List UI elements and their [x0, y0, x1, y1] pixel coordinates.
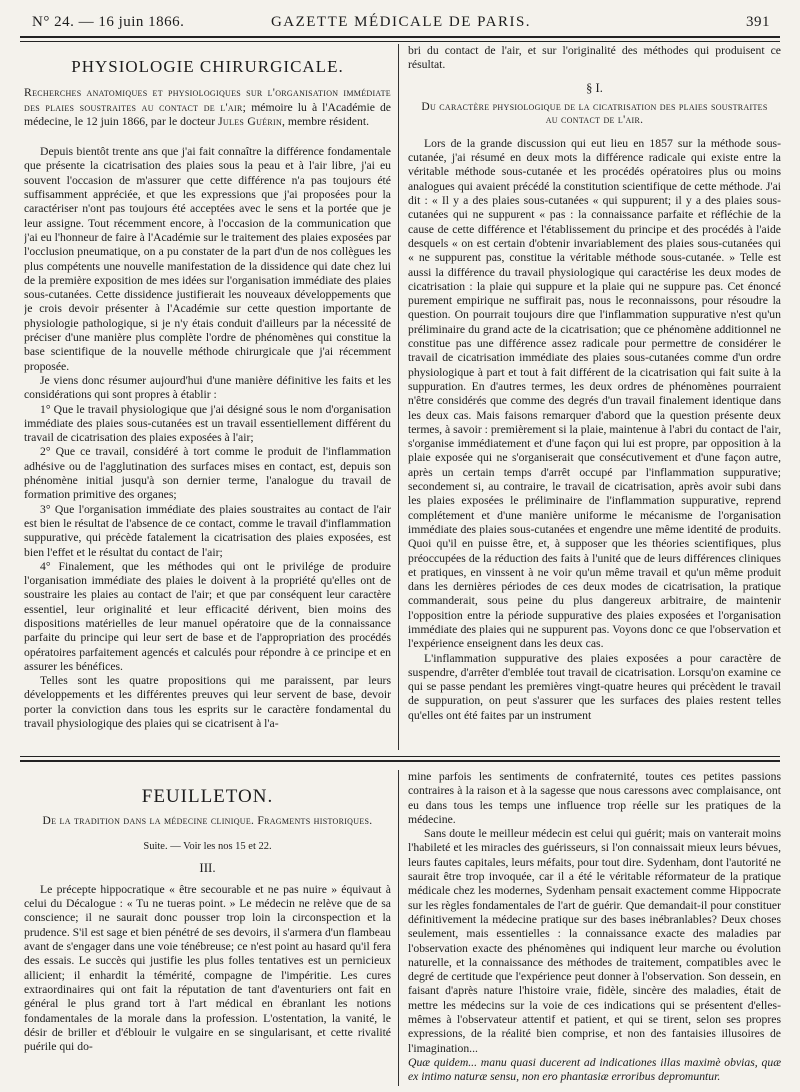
feuilleton-paragraph: Le précepte hippocratique « être secourable et ne pas nuire » équivaut à celui du Décalogue : « Tu ne tueras point. » Le médecin ne relève que de sa conscience; il ne saurait donc pousser trop loin la circonspection et la prudence. S'il est sage et bien pénétré de ses devoirs, il s'armera d'un flambeau avant de s'engager dans une voie ténébreuse; ce n'est point au hasard qu'il fera des essais. Le succès qui justifie les plus folles tentatives est un pernicieux allicient; il enhardit la témérité, compagne de l'impéritie. Les cures extraordinaires qui ont fait la réputation de tant d'aventuriers ont fait en général le plus grand tort à l'art médical en ébranlant les notions fondamentales de la morale dans la profession. L'ostentation, la vanité, le désir de briller et d'éblouir le vulgaire en se singularisant, et cette rivalité puérile qui do- — [24, 882, 391, 1054]
article-heading-detail: mémoire lu à l'Académie de médecine, le 12 juin 1866, par le docteur — [24, 100, 391, 128]
feuilleton-column-right — [408, 770, 781, 1088]
article-author: Jules Guérin — [218, 114, 283, 128]
feuilleton-column-left — [24, 770, 391, 1088]
article-heading — [24, 86, 391, 129]
article-paragraph: 2° Que ce travail, considéré à tort comme le produit de l'inflammation adhésive ou de l'agglutination des surfaces mises en contact, est, depuis son phénomène initial jusqu'à son dernier terme, l'analogue du travail de formation primitive des organes; — [24, 445, 391, 502]
article-heading-title: Recherches anatomiques et physiologiques sur l'organisation immédiate des plaies soustraites au contact de l'air; — [24, 86, 391, 114]
page-number: 391 — [746, 14, 770, 30]
issue-date: N° 24. — 16 juin 1866. — [32, 14, 185, 30]
subsection-number: § I. — [586, 80, 603, 95]
subsection-title: Du caractère physiologique de la cicatrisation des plaies soustraites au contact de l'air. — [421, 100, 768, 126]
section-title: PHYSIOLOGIE CHIRURGICALE. — [71, 57, 344, 76]
article-paragraph: bri du contact de l'air, et sur l'originalité des méthodes qui produisent ce résultat. — [408, 44, 781, 72]
feuilleton-continuation: Suite. — Voir les nos 15 et 22. — [143, 841, 272, 853]
feuilleton-title: FEUILLETON. — [141, 786, 274, 807]
article-paragraph: Je viens donc résumer aujourd'hui d'une manière définitive les faits et les considérations qui sont propres à établir : — [24, 373, 391, 402]
feuilleton-subtitle: De la tradition dans la médecine clinique. Fragments historiques. — [42, 815, 373, 828]
article-paragraph: Telles sont les quatre propositions qui me paraissent, par leurs développements et les différentes preuves qui leur servent de base, devoir porter la conviction dans tous les esprits sur le caractère fondamental du travail physiologique des plaies qui se cicatrisent à l'a- — [24, 674, 391, 731]
article-paragraph: Depuis bientôt trente ans que j'ai fait connaître la différence fondamentale que présente la cicatrisation des plaies sous la peau et à l'air libre, j'ai eu souvent l'occasion de m'assurer que cette différence n'a pas toujours été suffisamment appréciée, et que les expressions que j'ai proposées pour la caractériser n'ont pas toujours été acceptées avec le sens et la portée que je leur assigne. Tout récemment encore, à l'occasion de la communication que j'ai eu l'honneur de faire à l'Académie sur le traitement des plaies exposées par l'occlusion pneumatique, on a pu constater de la part d'un de nos collègues les plus compétents une nouvelle manifestation de la dissidence qui date chez lui de la première exposition de mes idées sur l'organisation immédiate des plaies sous-cutanées. Cette dissidence justifierait les nouveaux développements que je crois devoir présenter à l'Académie sur cette question importante de physiologie pathologique, si je n'y étais conduit d'ailleurs par la nécessité de préciser d'une manière plus complète l'ordre de phénomènes qui constitue la base scientifique de la nouvelle méthode chirurgicale que j'ai récemment proposée. — [24, 145, 391, 373]
journal-title: GAZETTE MÉDICALE DE PARIS. — [270, 14, 532, 30]
article-heading-end: , membre résident. — [282, 114, 370, 128]
feuilleton-paragraph: mine parfois les sentiments de confraternité, toutes ces petites passions contraires à la raison et à la sagesse que nous caressons avec complaisance, ont eu dans tous les temps une influence trop réelle sur les pratiques de la médecine. — [408, 770, 781, 826]
article-paragraph: Lors de la grande discussion qui eut lieu en 1857 sur la méthode sous-cutanée, j'ai résumé en deux mots la différence radicale qui existe entre la véritable méthode sous-cutanée et les procédés opératoires plus ou moins analogues qui avaient précédé la constitution scientifique de cette méthode. J'ai dit : « Il y a des plaies sous-cutanées « qui suppurent; il y a des plaies sous-cutanées qui ne suppurent « pas : la connaissance parfaite et réfléchie de la cause de cette différence et l'établissement du principe et des procédés à l'aide desquels « on est certain d'obtenir invariablement des plaies sous-cutanées qui « ne suppurent pas, constitue la véritable méthode sous-cutanée. » Telle est aussi la différence du travail physiologique qui caractérise les deux modes de cicatrisation : la plaie qui suppure et la plaie qui ne suppure pas. Cet énoncé purement empirique ne suffirait pas, nous le reconnaissons, pour résoudre la question. On pourrait toujours dire que l'inflammation suppurative n'est qu'un préliminaire du grand acte de la cicatrisation; que ce phénomène additionnel ne constitue pas une différence assez radicale pour permettre de considérer le travail de cicatrisation immédiate des plaies sous-cutanées comme d'un ordre physiologique à part et tout à fait différent de la cicatrisation qui fait suite à la suppuration. En d'autres termes, les deux ordres de phénomènes pourraient n'être considérés que comme des degrés d'un travail finalement identique dans les deux cas. Mais faisons remarquer d'abord que la question présente deux termes, à savoir : premièrement si la plaie, maintenue à l'abri du contact de l'air, s'organise immédiatement et d'une façon qui lui est propre, par opposition à la plaie exposée qui ne s'organiserait que consécutivement et d'une façon autre, après un certain temps d'arrêt occupé par l'inflammation suppurative; secondement si, au contraire, le travail de cicatrisation, après avoir subi dans les plaies exposées le préliminaire de l'inflammation suppurative, reprend complétement et d'une manière uniforme le mécanisme de l'organisation immédiate des plaies sous-cutanées et engendre une même identité de produits. Quoi qu'il en puisse être, et, à supposer que les théories scientifiques, plus préoccupées de la réduction des faits à l'unité que de leurs différences cliniques et pratiques, en vinssent à ne voir qu'un même travail et qu'un même produit dans les dernières périodes de ces deux modes de cicatrisation, la pratique commanderait, sous peine du plus dangereux arbitraire, de maintenir l'opposition entre la période suppurative des plaies exposées et l'organisation immédiate des plaies qui ne suppurent pas. Voyons donc ce que l'observation et l'expérience enseignent dans les deux cas. — [408, 136, 781, 651]
feuilleton-paragraph: Sans doute le meilleur médecin est celui qui guérit; mais on vanterait moins l'habileté et les miracles des guérisseurs, si l'on connaissait mieux leurs bévues, leurs fautes capitales, leurs méfaits, pour tout dire. Sydenham, dont l'autorité ne saurait être trop invoquée, car il a été le véritable réformateur de la pratique médicale chez les modernes, Sydenham pensait exactement comme Hippocrate sur les règles fondamentales de l'art de guérir. Que demandait-il pour constituer définitivement la médecine pratique sur des bases inébranlables? Deux choses seulement, mais essentielles : la connaissance exacte des maladies par l'observation exacte des phénomènes qui indiquent leur marche ou évolution naturelle, et la connaissance des méthodes de traitement, compatibles avec le degré de certitude que l'expérience peut donner à l'observation. Son dessein, en faisant d'après nature l'histoire vraie, fidèle, sincère des maladies, était de mettre les médecins sur la voie de ces indications qui se présentent d'elles-mêmes à l'observateur attentif et patient, et qui se tirent, selon ses propres expressions, de la réalité bien comprise, et non des fantaisies illusoires de l'imagination... — [408, 827, 781, 1055]
column-divider — [398, 44, 399, 750]
running-head — [22, 12, 780, 36]
article-paragraph: 4° Finalement, que les méthodes qui ont le privilége de produire l'organisation immédiate des plaies le doivent à la propriété qu'elles ont de soustraire les plaies au contact de l'air; et que par conséquent leur caractère essentiel, leur originalité et leur efficacité dérivent, bien moins des dispositions matérielles de leur manuel opératoire que de la connaissance parfaite du principe qui leur sert de base et de l'appropriation des procédés opératoires parfaitement agencés et calculés pour répondre à ce principe et en assurer les bénéfices. — [24, 559, 391, 673]
header-rule — [20, 36, 780, 42]
article-column-right — [408, 44, 781, 750]
feuilleton-quotation: Quæ quidem... manu quasi ducerent ad indicationes illas maximè obvias, quæ ex intimo naturæ sensu, non ero phantasiæ erroribus depromuntur. — [408, 1055, 781, 1084]
article-column-left — [24, 44, 391, 750]
column-divider — [398, 770, 399, 1086]
article-paragraph: L'inflammation suppurative des plaies exposées a pour caractère de suspendre, d'arrêter d'emblée tout travail de cicatrisation. Lorsqu'on examine ce qui se passe pendant les premières vingt-quatre heures qui précèdent le travail de suppuration, on peut s'assurer que les surfaces des plaies restent telles qu'elles ont été faites par un instrument — [408, 651, 781, 722]
article-paragraph: 3° Que l'organisation immédiate des plaies soustraites au contact de l'air est bien le résultat de l'absence de ce contact, comme le travail d'inflammation suppurative, qui précède fatalement la cicatrisation des plaies exposées, est bien l'effet et le résultat du contact de l'air; — [24, 502, 391, 559]
article-paragraph: 1° Que le travail physiologique que j'ai désigné sous le nom d'organisation immédiate des plaies sous-cutanées est un travail essentiellement différent du travail de cicatrisation des plaies exposées à l'air; — [24, 402, 391, 445]
feuilleton-rule — [20, 756, 780, 762]
feuilleton-part: III. — [199, 859, 216, 875]
